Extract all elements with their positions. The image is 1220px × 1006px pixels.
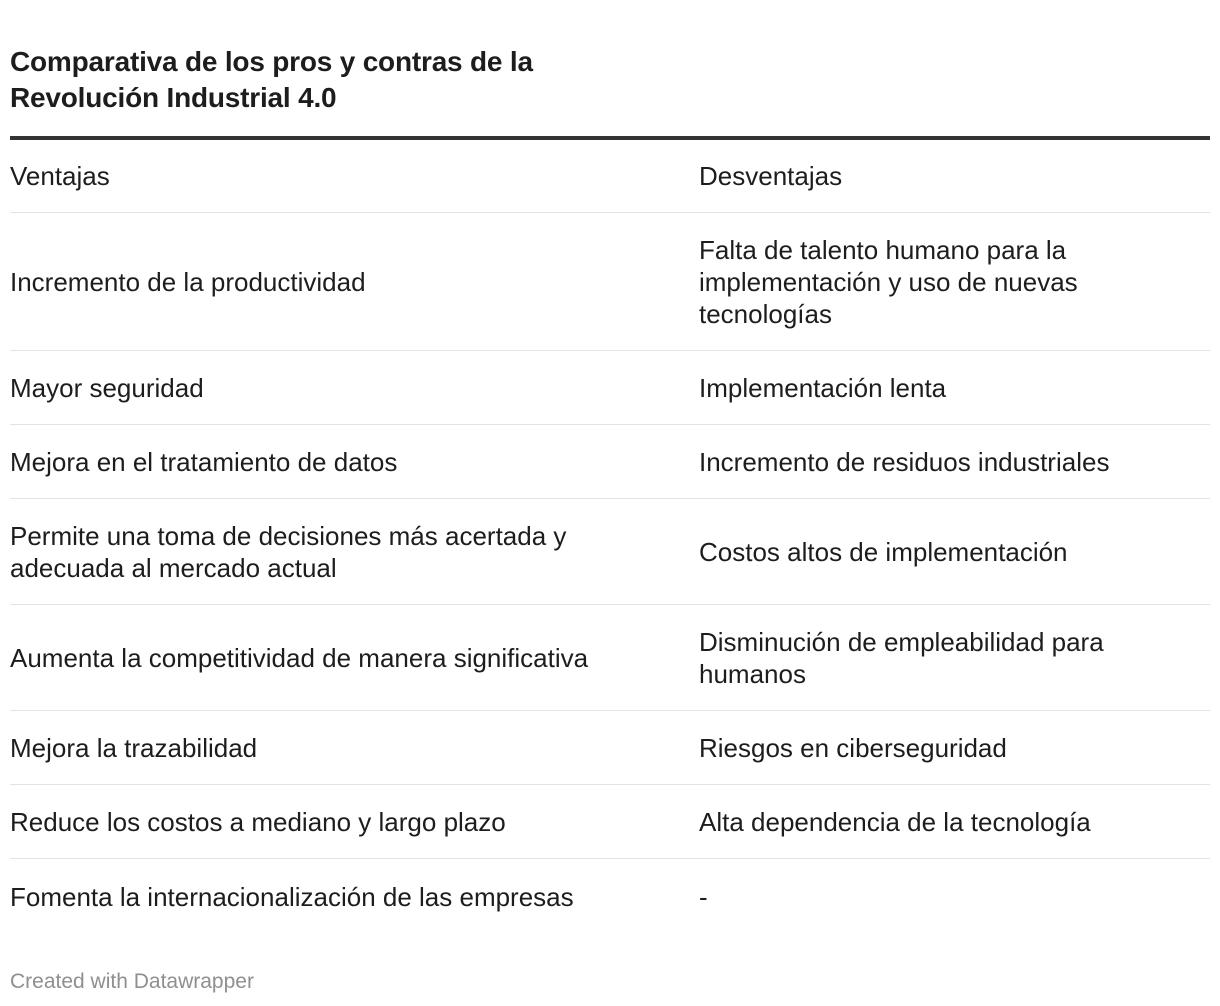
ventaja-cell: Reduce los costos a mediano y largo plazo: [10, 806, 506, 837]
desventaja-cell: Alta dependencia de la tecnología: [699, 806, 1091, 837]
table-row: [10, 499, 1210, 605]
ventaja-cell: Permite una toma de decisiones más acertada y adecuada al mercado actual: [10, 520, 567, 583]
desventaja-cell: Riesgos en ciberseguridad: [699, 732, 1007, 763]
desventaja-cell: Falta de talento humano para la implementación y uso de nuevas tecnologías: [699, 234, 1078, 329]
table-header-row: [10, 140, 1210, 213]
table-row: [10, 425, 1210, 499]
chart-container: [10, 44, 1210, 934]
table-row: [10, 785, 1210, 859]
table-row: [10, 213, 1210, 351]
ventaja-cell: Mejora en el tratamiento de datos: [10, 446, 398, 477]
table-row: [10, 351, 1210, 425]
comparison-table: [10, 136, 1210, 934]
desventaja-cell: Costos altos de implementación: [699, 536, 1068, 567]
desventaja-cell: Disminución de empleabilidad para humanos: [699, 626, 1104, 689]
ventaja-cell: Mejora la trazabilidad: [10, 732, 258, 763]
ventaja-cell: Fomenta la internacionalización de las empresas: [10, 881, 574, 912]
ventaja-cell: Mayor seguridad: [10, 372, 204, 403]
desventaja-cell: Incremento de residuos industriales: [699, 446, 1110, 477]
table-row: [10, 859, 1210, 934]
datawrapper-credit: Created with Datawrapper: [10, 970, 254, 993]
desventaja-cell: Implementación lenta: [699, 372, 947, 403]
table-row: [10, 711, 1210, 785]
desventaja-cell: -: [699, 881, 708, 912]
column-header-desventajas: Desventajas: [699, 161, 843, 191]
ventaja-cell: Aumenta la competitividad de manera significativa: [10, 642, 589, 673]
page-title: Comparativa de los pros y contras de la Revolución Industrial 4.0: [10, 46, 533, 113]
column-header-ventajas: Ventajas: [10, 161, 110, 191]
ventaja-cell: Incremento de la productividad: [10, 266, 366, 297]
table-row: [10, 605, 1210, 711]
